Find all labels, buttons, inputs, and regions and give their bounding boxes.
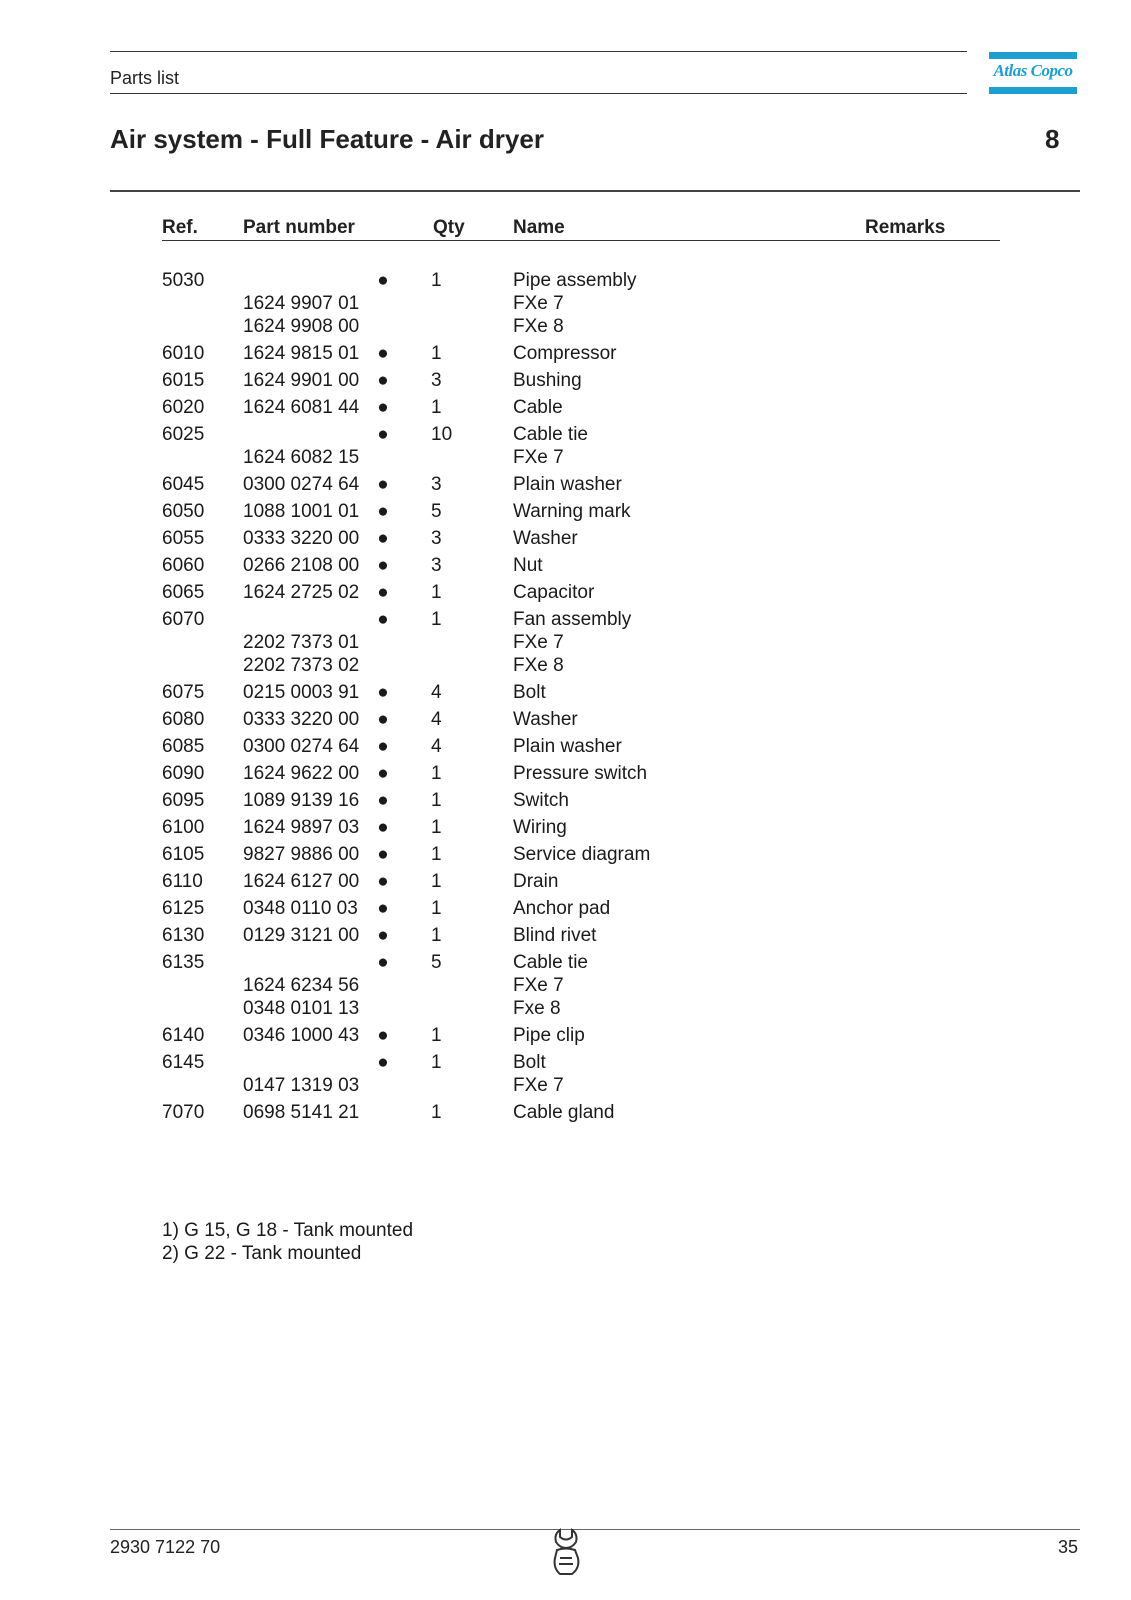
part-number-cell: 1624 6081 44: [243, 397, 360, 418]
part-number-cell: 1624 9901 00: [243, 370, 360, 391]
ref-cell: 6075: [162, 682, 205, 703]
name-cell: Capacitor: [513, 582, 595, 603]
part-number-cell: 9827 9886 00: [243, 844, 360, 865]
qty-cell: 1: [431, 1025, 442, 1046]
qty-cell: 1: [431, 270, 442, 291]
footnote: 2) G 22 - Tank mounted: [162, 1243, 362, 1264]
page-title: Air system - Full Feature - Air dryer: [110, 124, 544, 154]
name-cell: Cable tie: [513, 952, 588, 973]
bullet-cell: ●: [377, 424, 389, 445]
name-cell: Anchor pad: [513, 898, 611, 919]
bullet-cell: ●: [377, 925, 389, 946]
bullet-cell: ●: [377, 871, 389, 892]
qty-cell: 1: [431, 871, 442, 892]
col-part-number-header: Part number: [243, 217, 355, 238]
ref-cell: 6050: [162, 501, 205, 522]
header-top-rule: [110, 51, 967, 52]
name-cell: Pipe clip: [513, 1025, 585, 1046]
qty-cell: 1: [431, 844, 442, 865]
part-number-cell: 0300 0274 64: [243, 736, 360, 757]
ref-cell: 6110: [162, 871, 203, 892]
name-cell: Switch: [513, 790, 569, 811]
column-header-rule: [162, 240, 1000, 241]
name-cell: Plain washer: [513, 474, 622, 495]
part-number-cell: 0348 0110 03: [243, 898, 358, 919]
ref-cell: 6085: [162, 736, 205, 757]
service-wrench-icon: [548, 1528, 584, 1576]
ref-cell: 6105: [162, 844, 205, 865]
name-cell: Warning mark: [513, 501, 631, 522]
name-cell: Bolt: [513, 1052, 546, 1073]
qty-cell: 1: [431, 763, 442, 784]
bullet-cell: ●: [377, 555, 389, 576]
name-cell: Blind rivet: [513, 925, 597, 946]
part-number-cell: 1624 6082 15: [243, 447, 360, 468]
ref-cell: 6095: [162, 790, 205, 811]
qty-cell: 10: [431, 424, 453, 445]
bullet-cell: ●: [377, 582, 389, 603]
bullet-cell: ●: [377, 682, 389, 703]
qty-cell: 3: [431, 528, 442, 549]
col-ref-header: Ref.: [162, 217, 198, 238]
part-number-cell: 0333 3220 00: [243, 528, 360, 549]
qty-cell: 4: [431, 736, 442, 757]
part-number-cell: 1624 9897 03: [243, 817, 360, 838]
bullet-cell: ●: [377, 952, 389, 973]
bullet-cell: ●: [377, 817, 389, 838]
qty-cell: 5: [431, 952, 442, 973]
ref-cell: 7070: [162, 1102, 205, 1123]
header-bottom-rule: [110, 93, 967, 94]
bullet-cell: ●: [377, 370, 389, 391]
qty-cell: 4: [431, 682, 442, 703]
name-cell: Fxe 8: [513, 998, 561, 1019]
title-rule: [110, 190, 1080, 192]
part-number-cell: 1624 9908 00: [243, 316, 360, 337]
bullet-cell: ●: [377, 736, 389, 757]
ref-cell: 6015: [162, 370, 205, 391]
name-cell: FXe 7: [513, 447, 564, 468]
bullet-cell: ●: [377, 1052, 389, 1073]
name-cell: FXe 7: [513, 632, 564, 653]
name-cell: Nut: [513, 555, 543, 576]
name-cell: FXe 7: [513, 975, 564, 996]
part-number-cell: 2202 7373 01: [243, 632, 360, 653]
logo-text: Atlas Copco: [993, 61, 1073, 80]
qty-cell: 1: [431, 925, 442, 946]
part-number-cell: 1624 9907 01: [243, 293, 360, 314]
ref-cell: 6140: [162, 1025, 205, 1046]
name-cell: Compressor: [513, 343, 617, 364]
logo-top-bar: [989, 52, 1077, 59]
bullet-cell: ●: [377, 397, 389, 418]
qty-cell: 1: [431, 898, 442, 919]
name-cell: FXe 8: [513, 655, 564, 676]
bullet-cell: ●: [377, 844, 389, 865]
bullet-cell: ●: [377, 270, 389, 291]
qty-cell: 3: [431, 370, 442, 391]
part-number-cell: 1624 6127 00: [243, 871, 360, 892]
part-number-cell: 1624 9815 01: [243, 343, 360, 364]
part-number-cell: 0333 3220 00: [243, 709, 360, 730]
name-cell: Drain: [513, 871, 559, 892]
bullet-cell: ●: [377, 898, 389, 919]
brand-logo: [989, 52, 1077, 94]
col-name-header: Name: [513, 217, 565, 238]
name-cell: FXe 7: [513, 1075, 564, 1096]
name-cell: Plain washer: [513, 736, 622, 757]
part-number-cell: 0215 0003 91: [243, 682, 360, 703]
col-qty-header: Qty: [433, 217, 465, 238]
qty-cell: 1: [431, 343, 442, 364]
ref-cell: 6020: [162, 397, 205, 418]
part-number-cell: 0348 0101 13: [243, 998, 360, 1019]
part-number-cell: 0266 2108 00: [243, 555, 360, 576]
qty-cell: 1: [431, 817, 442, 838]
name-cell: Pipe assembly: [513, 270, 637, 291]
page-number: 35: [1058, 1537, 1079, 1557]
qty-cell: 3: [431, 555, 442, 576]
name-cell: Cable gland: [513, 1102, 615, 1123]
ref-cell: 5030: [162, 270, 205, 291]
ref-cell: 6090: [162, 763, 205, 784]
qty-cell: 1: [431, 790, 442, 811]
bullet-cell: ●: [377, 501, 389, 522]
name-cell: Bolt: [513, 682, 546, 703]
qty-cell: 5: [431, 501, 442, 522]
bullet-cell: ●: [377, 343, 389, 364]
ref-cell: 6125: [162, 898, 205, 919]
footnote: 1) G 15, G 18 - Tank mounted: [162, 1220, 414, 1241]
part-number-cell: 1624 9622 00: [243, 763, 360, 784]
part-number-cell: 2202 7373 02: [243, 655, 360, 676]
footer-rule: [110, 1529, 1080, 1530]
bullet-cell: ●: [377, 790, 389, 811]
qty-cell: 1: [431, 609, 442, 630]
name-cell: Bushing: [513, 370, 582, 391]
name-cell: FXe 8: [513, 316, 564, 337]
part-number-cell: 0698 5141 21: [243, 1102, 360, 1123]
name-cell: Washer: [513, 528, 578, 549]
name-cell: Washer: [513, 709, 578, 730]
qty-cell: 1: [431, 397, 442, 418]
ref-cell: 6100: [162, 817, 205, 838]
name-cell: Cable tie: [513, 424, 588, 445]
bullet-cell: ●: [377, 763, 389, 784]
ref-cell: 6145: [162, 1052, 205, 1073]
qty-cell: 4: [431, 709, 442, 730]
logo-bottom-bar: [989, 87, 1077, 94]
bullet-cell: ●: [377, 474, 389, 495]
part-number-cell: 1624 2725 02: [243, 582, 360, 603]
name-cell: Wiring: [513, 817, 567, 838]
ref-cell: 6045: [162, 474, 205, 495]
qty-cell: 1: [431, 1052, 442, 1073]
part-number-cell: 1089 9139 16: [243, 790, 360, 811]
ref-cell: 6130: [162, 925, 205, 946]
qty-cell: 1: [431, 582, 442, 603]
bullet-cell: ●: [377, 1025, 389, 1046]
doc-number: 2930 7122 70: [110, 1537, 221, 1557]
part-number-cell: 1624 6234 56: [243, 975, 360, 996]
bullet-cell: ●: [377, 609, 389, 630]
name-cell: Service diagram: [513, 844, 651, 865]
ref-cell: 6070: [162, 609, 205, 630]
part-number-cell: 1088 1001 01: [243, 501, 360, 522]
ref-cell: 6135: [162, 952, 205, 973]
bullet-cell: ●: [377, 709, 389, 730]
part-number-cell: 0346 1000 43: [243, 1025, 360, 1046]
ref-cell: 6010: [162, 343, 205, 364]
ref-cell: 6065: [162, 582, 205, 603]
ref-cell: 6025: [162, 424, 205, 445]
name-cell: Fan assembly: [513, 609, 632, 630]
qty-cell: 1: [431, 1102, 442, 1123]
name-cell: FXe 7: [513, 293, 564, 314]
part-number-cell: 0147 1319 03: [243, 1075, 360, 1096]
bullet-cell: ●: [377, 528, 389, 549]
part-number-cell: 0129 3121 00: [243, 925, 360, 946]
qty-cell: 3: [431, 474, 442, 495]
ref-cell: 6055: [162, 528, 205, 549]
ref-cell: 6080: [162, 709, 205, 730]
section-label: Parts list: [110, 68, 180, 88]
ref-cell: 6060: [162, 555, 205, 576]
name-cell: Cable: [513, 397, 563, 418]
footnotes: [162, 1219, 413, 1265]
part-number-cell: 0300 0274 64: [243, 474, 360, 495]
col-remarks-header: Remarks: [865, 217, 946, 238]
section-number: 8: [1045, 124, 1060, 154]
name-cell: Pressure switch: [513, 763, 648, 784]
